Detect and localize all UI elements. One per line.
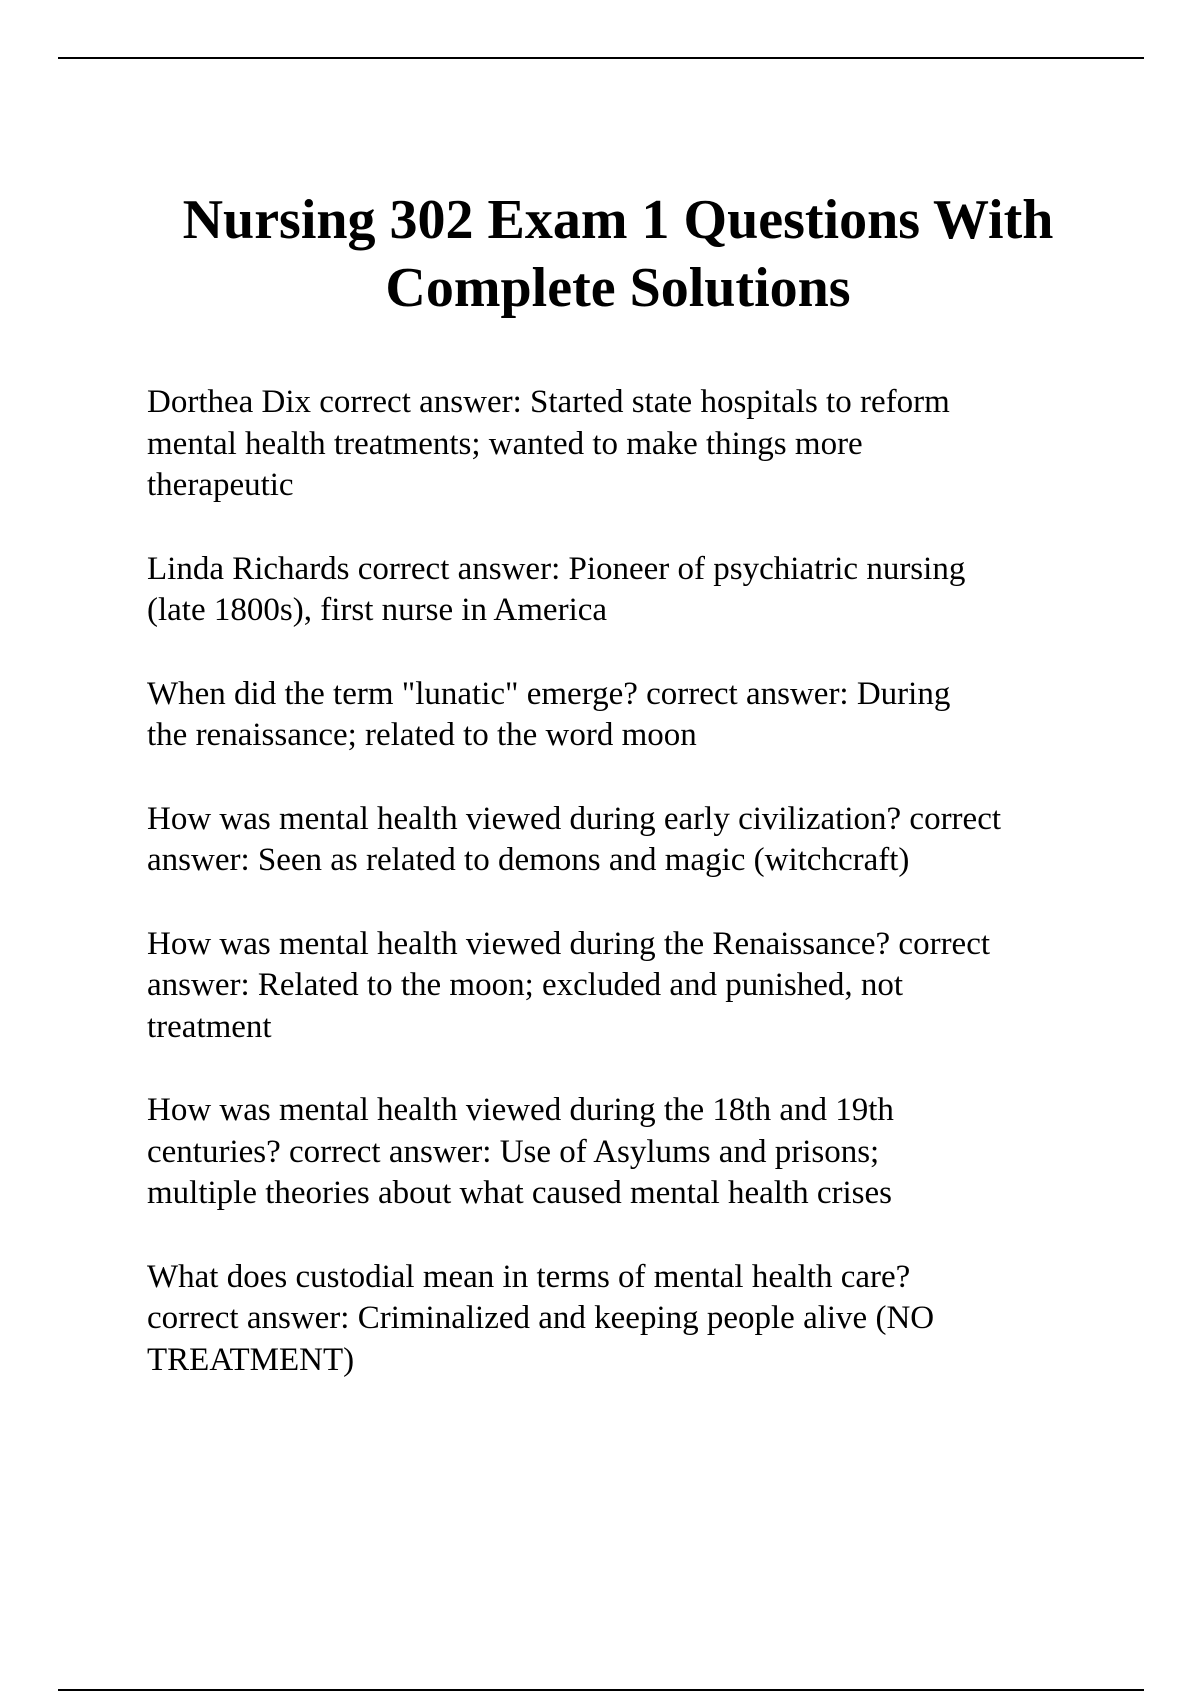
qa-text-line: Dorthea Dix correct answer: Started state hospitals to reform [147, 384, 950, 420]
qa-text-line: treatment [147, 1008, 272, 1045]
qa-item-early-civilization [147, 799, 1107, 882]
qa-list [147, 382, 1107, 1423]
qa-text-line: What does custodial mean in terms of mental health care? [147, 1258, 911, 1295]
qa-text-line: When did the term "lunatic" emerge? correct answer: During [147, 675, 951, 712]
qa-text-line: How was mental health viewed during the 18th and 19th [147, 1092, 894, 1128]
qa-text-line: How was mental health viewed during the Renaissance? correct [147, 925, 991, 962]
qa-item-linda-richards [147, 549, 1107, 632]
bottom-rule [58, 1689, 1144, 1691]
qa-text-line: answer: Seen as related to demons and magic (witchcraft) [147, 842, 910, 878]
qa-text-line: the renaissance; related to the word moon [147, 717, 697, 753]
title-line-2: Complete Solutions [385, 257, 851, 319]
qa-text-line: answer: Related to the moon; excluded and punished, not [147, 967, 904, 1003]
qa-item-renaissance [147, 924, 1107, 1049]
title-line-1: Nursing 302 Exam 1 Questions With [182, 189, 1054, 251]
qa-text-line: centuries? correct answer: Use of Asylums and prisons; [147, 1133, 880, 1170]
qa-item-lunatic-term [147, 674, 1107, 757]
qa-text-line: (late 1800s), first nurse in America [147, 592, 608, 628]
qa-text-line: correct answer: Criminalized and keeping people alive (NO [147, 1300, 935, 1336]
qa-item-custodial [147, 1257, 1107, 1382]
qa-text-line: multiple theories about what caused mental health crises [147, 1175, 893, 1211]
top-rule [58, 57, 1144, 59]
qa-item-18th-19th-centuries [147, 1090, 1107, 1215]
qa-text-line: mental health treatments; wanted to make things more [147, 425, 863, 462]
qa-text-line: TREATMENT) [147, 1341, 355, 1378]
qa-item-dorthea-dix [147, 382, 1107, 507]
qa-text-line: therapeutic [147, 467, 294, 503]
qa-text-line: Linda Richards correct answer: Pioneer of psychiatric nursing [147, 550, 966, 587]
qa-text-line: How was mental health viewed during early civilization? correct [147, 800, 1002, 837]
page-title [100, 186, 1136, 322]
